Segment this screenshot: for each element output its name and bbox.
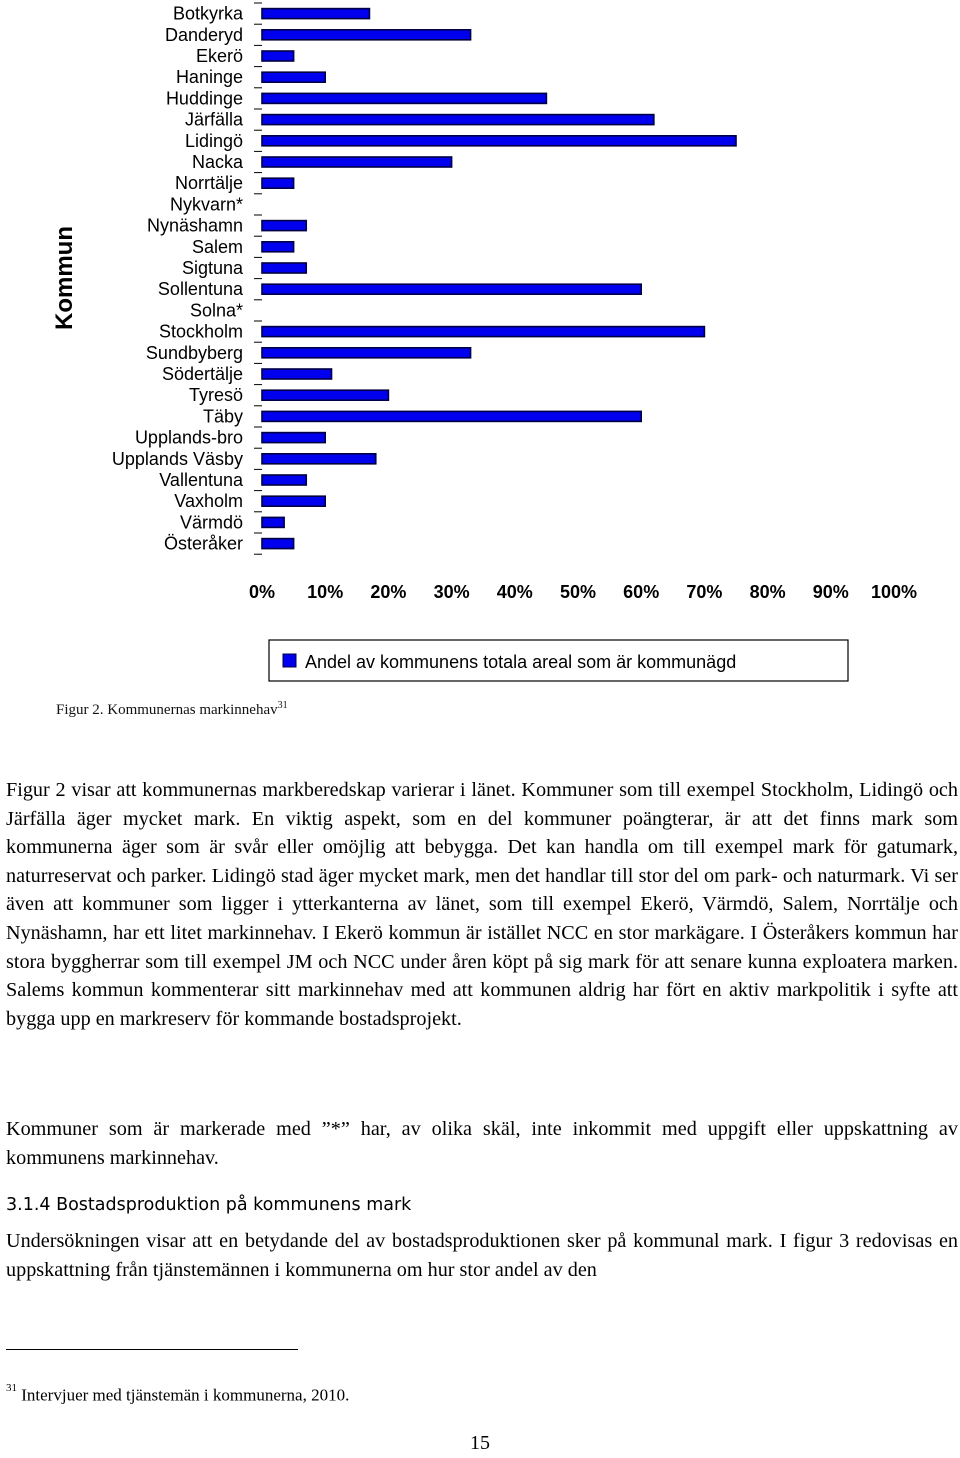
bar: [262, 390, 388, 400]
category-label: Sollentuna: [157, 279, 243, 300]
category-label: Tyresö: [188, 385, 243, 406]
bar: [262, 369, 332, 379]
x-tick-label: 20%: [370, 582, 407, 602]
category-label: Huddinge: [165, 88, 243, 109]
bar: [262, 93, 546, 103]
legend-swatch: [283, 654, 296, 667]
bar: [262, 242, 294, 252]
category-label: Sundbyberg: [145, 342, 243, 363]
category-label: Nykvarn*: [169, 194, 243, 215]
figure-caption: [56, 700, 288, 719]
category-label: Haninge: [175, 67, 243, 88]
bar: [262, 284, 641, 294]
y-axis-title: Kommun: [51, 226, 78, 330]
category-label: Täby: [202, 406, 243, 427]
category-label: Upplands-bro: [134, 427, 243, 448]
body-paragraph-2: Kommuner som är markerade med ”*” har, av olika skäl, inte inkommit med uppgift eller uppskattning av kommunens markinnehav.: [6, 1118, 958, 1169]
bar: [262, 221, 306, 231]
bar: [262, 115, 654, 125]
category-label: Värmdö: [179, 512, 243, 533]
section-heading: 3.1.4 Bostadsproduktion på kommunens mark: [6, 1195, 412, 1215]
chart-legend: [269, 640, 848, 681]
category-label: Österåker: [163, 533, 243, 554]
x-tick-label: 50%: [559, 582, 597, 602]
x-tick-label: 70%: [686, 582, 723, 602]
category-label: Nacka: [191, 152, 243, 172]
category-label: Vaxholm: [174, 491, 243, 512]
bar: [262, 178, 294, 188]
category-label: Vallentuna: [159, 470, 243, 490]
body-paragraph-1: Figur 2 visar att kommunernas markberedskap varierar i länet. Kommuner som till exempel Stockholm, Lidingö och Järfälla äger mycket mark. En viktig aspekt, som en del kommuner poängterar, är att det finns mark som kommunerna äger som är svår eller omöjlig att bebygga. Det kan handla om till exempel mark för gatumark, naturreservat och parker. Lidingö stad äger mycket mark, men det handlar till stor del om park- och naturmark. Vi ser även att kommuner som ligger i ytterkanterna av länet, som till exempel Ekerö, Värmdö, Salem, Norrtälje och Nynäshamn, har ett litet markinnehav. I Ekerö kommun är istället NCC en stor markägare. I Österåkers kommun har stora byggherrar som till exempel JM och NCC under åren köpt på sig mark för att senare kunna exploatera marken. Salems kommun kommenterar sitt markinnehav med att kommunen aldrig har fört en aktiv markpolitik i syfte att bygga upp en markreserv för kommande bostadsprojekt.: [6, 779, 958, 1030]
category-label: Upplands Väsby: [111, 448, 243, 469]
x-tick-label: 90%: [812, 582, 849, 602]
page-number: 15: [470, 1432, 490, 1454]
body-paragraph-3: Undersökningen visar att en betydande del av bostadsproduktionen sker på kommunal mark. I figur 3 redovisas en uppskattning från tjänstemännen i kommunerna om hur stor andel av den: [6, 1230, 958, 1281]
category-label: Salem: [191, 236, 243, 257]
bar: [262, 136, 736, 146]
bar: [262, 433, 325, 443]
category-label: Sigtuna: [181, 258, 243, 278]
x-tick-label: 60%: [623, 582, 660, 602]
bar: [262, 475, 306, 485]
category-label: Danderyd: [164, 24, 243, 45]
bar: [262, 327, 704, 337]
bar: [262, 157, 452, 167]
category-label: Järfälla: [184, 109, 243, 130]
caption-text: Figur 2. Kommunernas markinnehav: [56, 702, 278, 718]
x-tick-label: 0%: [248, 582, 276, 602]
category-label: Nynäshamn: [146, 215, 243, 236]
legend-label: Andel av kommunens totala areal som är kommunägd: [305, 652, 737, 672]
x-tick-label: 30%: [433, 582, 470, 602]
category-label: Solna*: [189, 300, 243, 321]
category-label: Ekerö: [195, 46, 243, 66]
x-tick-label: 40%: [496, 582, 533, 602]
category-label: Södertälje: [161, 364, 243, 384]
category-label: Norrtälje: [174, 173, 243, 194]
caption-footnote-ref: 31: [277, 700, 288, 711]
bar: [262, 517, 284, 527]
footnote-text: Intervjuer med tjänstemän i kommunerna, 2010.: [21, 1385, 350, 1405]
bar: [262, 30, 471, 40]
category-label: Botkyrka: [172, 3, 243, 24]
footnote-rule: [6, 1349, 298, 1350]
footnote: [6, 1382, 350, 1406]
bar: [262, 51, 294, 61]
x-tick-label: 100%: [870, 582, 918, 602]
category-label: Lidingö: [184, 130, 243, 151]
bar: [262, 348, 471, 358]
bar: [262, 454, 376, 464]
bar: [262, 72, 325, 82]
bar: [262, 496, 325, 506]
bar-chart: [0, 0, 960, 690]
bar: [262, 263, 306, 273]
category-label: Stockholm: [158, 321, 243, 342]
bar: [262, 411, 641, 421]
bar: [262, 539, 294, 549]
x-tick-label: 80%: [749, 582, 786, 602]
x-tick-label: 10%: [307, 582, 344, 602]
bar: [262, 9, 369, 19]
footnote-number: 31: [6, 1382, 17, 1394]
